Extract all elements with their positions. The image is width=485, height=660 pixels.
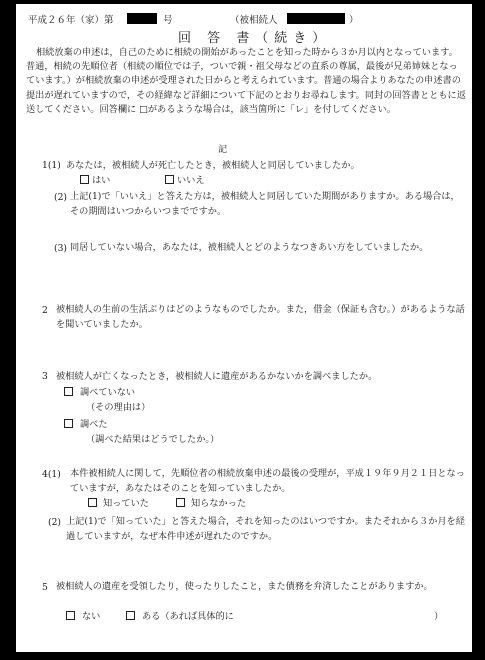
q1-3-text: 同居していない場合，あなたは，被相続人とどのようなつきあい方をしていましたか。 — [70, 242, 429, 253]
q5-close-paren: ） — [434, 611, 444, 622]
checkbox-no[interactable] — [165, 175, 174, 184]
checkbox-none[interactable] — [66, 611, 75, 620]
case-number-suffix: 号 — [163, 15, 173, 26]
q3-option-checked-label: 調べた — [80, 419, 108, 430]
checkbox-checked[interactable] — [64, 419, 73, 428]
q4-number: 4(1) — [42, 469, 61, 480]
q4-text: 本件被相続人に関して，先順位者の相続放棄申述の最後の受理が，平成１９年９月２１日となっていますが，あなたはそのことを知っていましたか。 — [70, 468, 465, 494]
q5-text: 被相続人の遺産を受領したり，使ったりしたこと，また債務を弁済したことがありますか。 — [56, 581, 433, 592]
q3-reason-label: （その理由は） — [86, 402, 151, 413]
q1-number: 1(1) — [42, 160, 61, 171]
q4-option-knew[interactable] — [88, 497, 149, 510]
document-page — [16, 4, 472, 652]
q5-option-yes-label: ある（あれば具体的に — [142, 611, 234, 622]
q3-option-checked[interactable] — [64, 418, 108, 431]
checkbox-not-checked[interactable] — [64, 387, 73, 396]
q1-option-no-label: いいえ — [177, 175, 205, 186]
q3-option-not-checked-label: 調べていない — [80, 387, 136, 398]
q3-text: 被相続人が亡くなったとき，被相続人に遺産があるかないかを調べましたか。 — [56, 371, 378, 382]
q1-3-number: (3) — [54, 243, 68, 254]
q5-option-no-label: ない — [82, 611, 101, 622]
page-title: 回 答 書（続き） — [178, 31, 332, 46]
q4-option-not-knew[interactable] — [176, 497, 246, 510]
q2-text: 被相続人の生前の生活ぶりはどのようなものでしたか。また，借金（保証も含む。）があるような話を聞いていましたか。 — [56, 304, 465, 330]
ki-heading: 記 — [218, 144, 228, 155]
q4-option-not-knew-label: 知らなかった — [191, 498, 247, 509]
q3-number: 3 — [42, 371, 48, 382]
q1-2-number: (2) — [54, 192, 68, 203]
q5-number: 5 — [42, 582, 48, 593]
checkbox-not-knew[interactable] — [176, 498, 185, 507]
q3-option-not-checked[interactable] — [64, 386, 135, 399]
q4-2-number: (2) — [48, 517, 62, 528]
q1-option-yes[interactable] — [80, 174, 110, 187]
redacted-case-number — [127, 13, 157, 24]
q1-text: あなたは，被相続人が死亡したとき，被相続人と同居していましたか。 — [66, 160, 360, 171]
decedent-label: （被相続人 — [230, 15, 278, 26]
q1-option-no[interactable] — [165, 174, 205, 187]
q4-option-knew-label: 知っていた — [103, 498, 149, 509]
q4-2-text: 上記(1)で「知っていた」と答えた場合，それを知ったのはいつですか。またそれから３か月を経過していますが，なぜ本件申述が遅れたのですか。 — [66, 516, 465, 542]
decedent-close-paren: ） — [349, 15, 359, 26]
q3-result-label: （調べた結果はどうでしたか。） — [86, 434, 220, 445]
checkbox-yes[interactable] — [80, 175, 89, 184]
q5-option-yes[interactable] — [126, 610, 234, 623]
checkbox-knew[interactable] — [88, 498, 97, 507]
redacted-decedent-name — [287, 13, 345, 24]
q1-option-yes-label: はい — [92, 175, 111, 186]
q5-option-no[interactable] — [66, 610, 100, 623]
case-number-label: 平成２６年（家）第 — [28, 15, 114, 26]
q1-2-text: 上記(1)で「いいえ」と答えた方は，被相続人と同居していた期間がありますか。ある場合は，その期間はいつからいつまでですか。 — [70, 191, 460, 217]
q2-number: 2 — [42, 305, 48, 316]
checkbox-some[interactable] — [126, 611, 135, 620]
intro-paragraph: 相続放棄の申述は，自己のために相続の開始があったことを知った時から３か月以内となっています。普通，相続の先順位者（相続の順位では子，ついで親・祖父母などの直系の尊属，最後が兄弟姉妹となっています。）が相続放棄の申述が受理された日からと考えられています。普通の場合よりあなたの申述書の提出が遅れていますので，その経緯など詳細について下記のとおりお尋ねします。同封の回答書とともに返送してください。回答欄に □があるような場合は，該当箇所に「レ」を付してください。 — [26, 47, 466, 115]
